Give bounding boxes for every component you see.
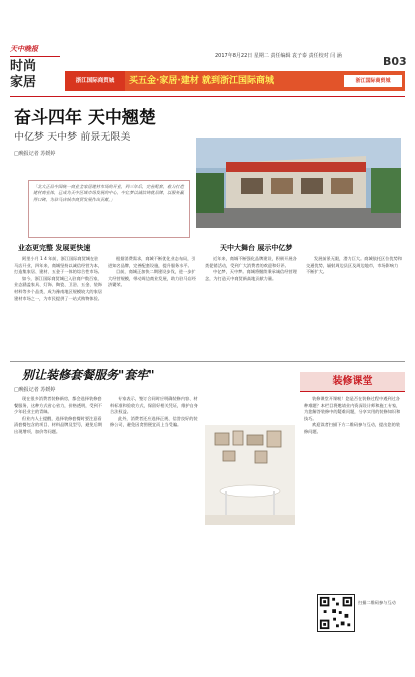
article1-column-4 xyxy=(306,256,402,276)
paragraph: 如今，浙江国际商贸城已入驻商户数百家，业态涵盖家具、灯饰、陶瓷、卫浴、五金、装饰材料等多个品类，成为豫南地区规模较大的家居建材市场之一，为市民提供了一站式购物体验。 xyxy=(14,275,102,301)
mall-building-photo xyxy=(196,138,401,228)
article2-headline: 别让装修套餐服务"套牢" xyxy=(22,368,155,382)
article1-byline: □晚报记者 苏媛婷 xyxy=(14,151,56,157)
masthead-rule xyxy=(10,96,405,97)
paragraph: 此外，消费者还应选择正规、信誉良好的装修公司，避免因贪图便宜而上当受骗。 xyxy=(110,415,198,428)
interior-room-photo xyxy=(205,425,295,525)
paragraph: 但业内人士提醒，选择装修套餐时要注意看清套餐包含的项目、材料品牌及型号，避免后期出现增项、加价等问题。 xyxy=(14,415,102,434)
article1-subhead: 中亿梦 天中梦 前景无限美 xyxy=(14,132,131,143)
top-advertisement[interactable] xyxy=(65,71,405,91)
article1-column-2 xyxy=(108,256,198,289)
article2-column-1 xyxy=(14,396,104,436)
sidebar-title: 装修课堂 xyxy=(332,376,373,387)
article2-byline: □晚报记者 苏媛婷 xyxy=(14,387,56,393)
issue-meta: 2017年8月22日 星期二 责任编辑 袁子泰 责任校对 闫 涵 xyxy=(215,53,342,59)
paragraph: 发展前景无限，潜力巨大。商城依托区位优势和交通优势，辐射周边县区及周边地市，市场影响力不断扩大。 xyxy=(306,256,402,275)
article2-column-2 xyxy=(110,396,200,429)
paragraph: 目前，商城正加快二期建设步伐，进一步扩大经营规模，带动周边商业发展，助力驻马店经济繁荣。 xyxy=(108,269,196,288)
paragraph: 中亿梦，天中梦。商城将继续秉承诚信经营理念，为打造天中商贸新高地贡献力量。 xyxy=(205,269,297,281)
article1-column-1 xyxy=(14,256,102,302)
section-name-line1: 时尚 xyxy=(10,59,37,74)
sidebar-header xyxy=(300,372,405,392)
logo-rule xyxy=(10,56,60,57)
qr-code-icon[interactable] xyxy=(317,594,355,632)
paragraph: 阿里小月 1 4 年前，浙江国际商贸城在驻马店开业，四年来，商城坚持以诚信经营为本，打造集家居、建材、五金于一体的综合性市场。 xyxy=(14,256,102,275)
article1-headline: 奋斗四年 天中翘楚 xyxy=(14,108,156,128)
paragraph: 近年来，商城不断强化品牌建设，积极开展各类促销活动，受到广大消费者的欢迎和好评。 xyxy=(205,256,297,268)
ad-brand-right: 浙江国际商贸城 xyxy=(344,75,402,87)
sidebar-body xyxy=(300,392,405,436)
paragraph: 现在很多消费者装修新房，都会选择装修套餐服务，这种方式省心省力，价格透明，受到不少年轻业主的青睐。 xyxy=(14,396,102,415)
paragraph: 专家表示，签订合同时应明确装修内容、材料标准和验收方式，保留好相关凭证，维护自身合法权益。 xyxy=(110,396,198,415)
page-code: B03 xyxy=(383,55,407,68)
paragraph: 装修课堂开课啦！您是否在装修过程中遇到过各种难题？本栏目将邀请业内资深设计师和施工专家，为您解答装修中的疑难问题，分享实用的装修知识和技巧。 xyxy=(304,396,401,421)
ad-slogan: 买五金·家居·建材 就到浙江国际商城 xyxy=(129,76,274,86)
article1-column-3 xyxy=(205,256,300,282)
article1-intro-box: 「北大正品中国统一商业金家居建材市场的开业，到三年后，完善配套，着力打造建材商业体，已成为天中区域市场发展的中心，中亿梦以诚信铸就品牌，以服务赢得口碑，为驻马店城市商贸发展作出贡献，」 xyxy=(28,180,190,238)
qr-caption: 扫描二维码参与互动 xyxy=(358,600,396,605)
section-logo xyxy=(10,44,60,104)
article1-section1-title: 业态更完整 发展更快速 xyxy=(18,244,91,252)
ad-brand-left: 浙江国际商贸城 xyxy=(65,71,125,91)
section-divider xyxy=(10,361,405,362)
article1-section2-title: 天中大舞台 展示中亿梦 xyxy=(220,244,293,252)
paragraph: 欢迎读者扫描下方二维码参与互动，提出您的装修问题。 xyxy=(304,422,400,434)
paragraph: 根据消费需求，商城不断优化业态布局，引进知名品牌，完善配套设施，提升服务水平。 xyxy=(108,256,196,268)
section-name-line2: 家居 xyxy=(10,75,37,90)
newspaper-brand: 天中晚报 xyxy=(10,45,38,53)
